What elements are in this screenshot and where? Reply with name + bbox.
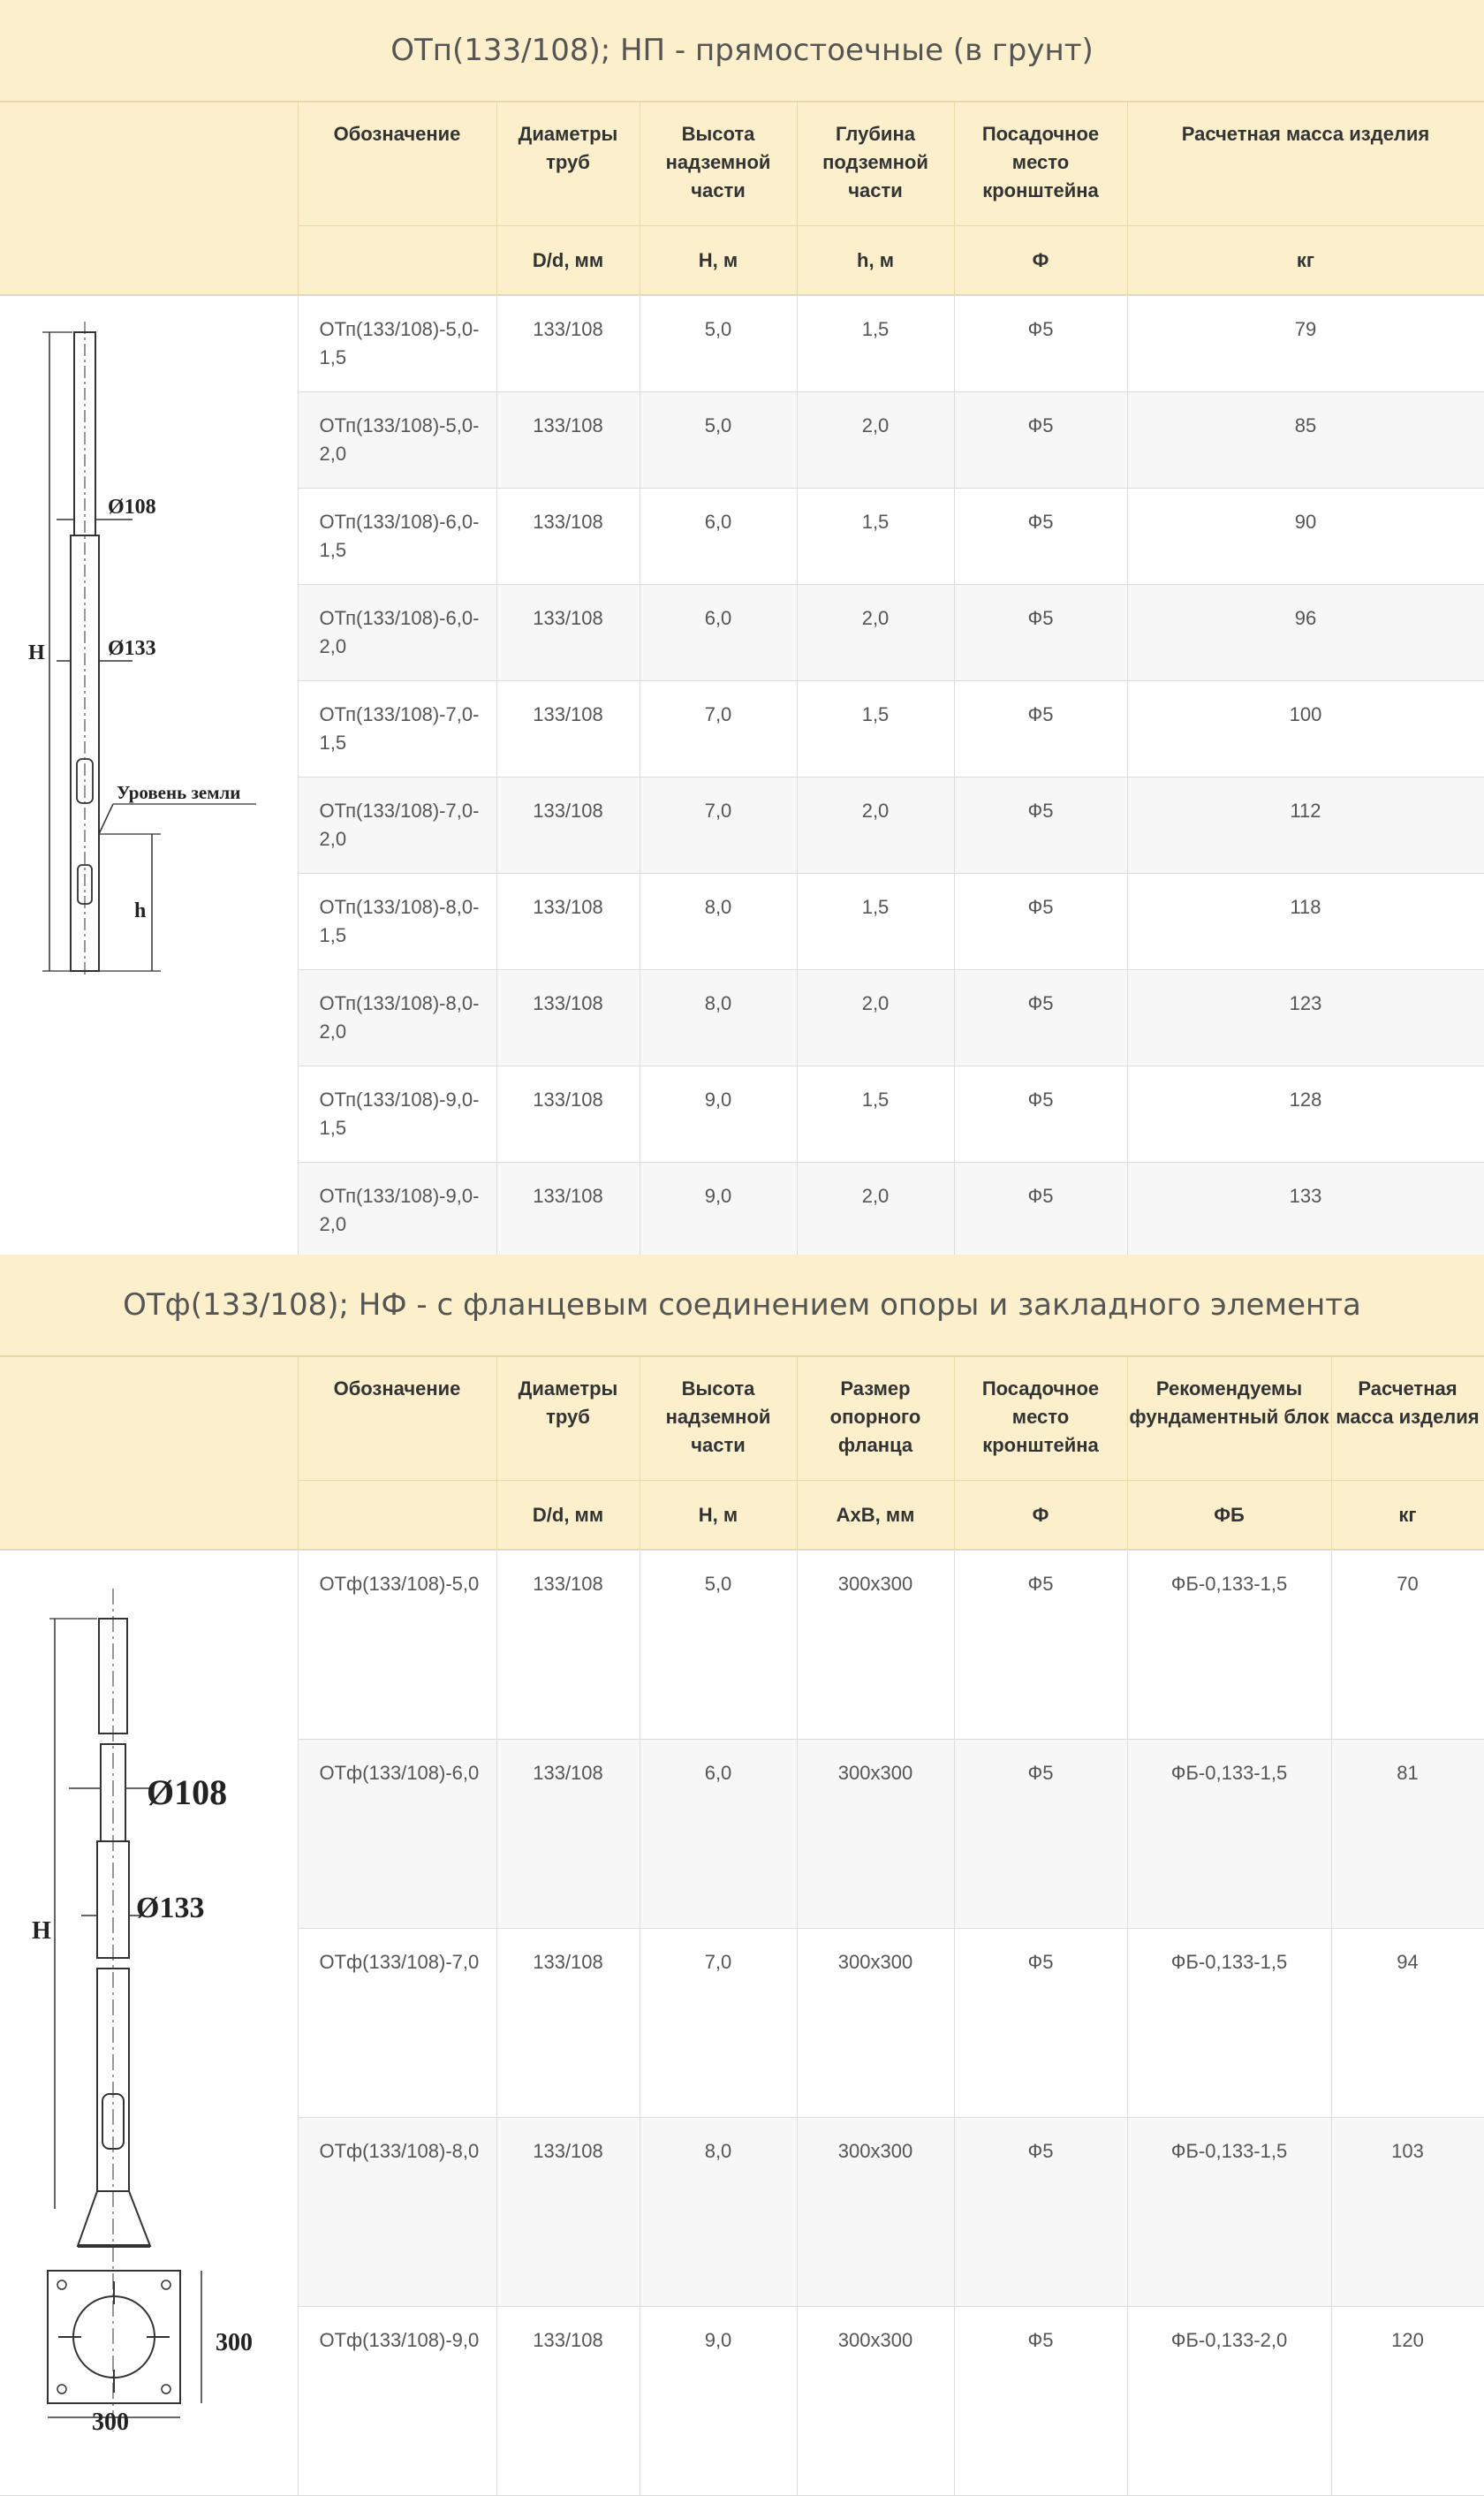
cell-designation: ОТф(133/108)-7,0 (298, 1929, 496, 2118)
cell-designation: ОТп(133/108)-7,0-1,5 (298, 681, 496, 778)
cell-flange-size: 300x300 (797, 1551, 954, 1740)
cell-diameters: 133/108 (496, 1929, 640, 2118)
cell-designation: ОТп(133/108)-5,0-1,5 (298, 296, 496, 392)
cell-height: 5,0 (640, 1551, 797, 1740)
cell-designation: ОТф(133/108)-9,0 (298, 2307, 496, 2496)
unit-mass: кг (1127, 226, 1484, 295)
unit-bracket: Ф (954, 1481, 1127, 1550)
col-header-height: Высота надземной части (640, 1357, 797, 1481)
unit-height: H, м (640, 226, 797, 295)
unit-diameters: D/d, мм (496, 226, 640, 295)
cell-depth: 2,0 (797, 778, 954, 874)
cell-bracket: Ф5 (954, 778, 1127, 874)
cell-mass: 120 (1331, 2307, 1484, 2496)
cell-height: 9,0 (640, 1066, 797, 1163)
cell-mass: 90 (1127, 489, 1484, 585)
cell-designation: ОТп(133/108)-5,0-2,0 (298, 392, 496, 489)
ground-level-label: Уровень земли (117, 782, 241, 803)
table-header (0, 102, 1484, 295)
section-title: ОТф(133/108); НФ - с фланцевым соединением опоры и закладного элемента (0, 1255, 1484, 1356)
cell-bracket: Ф5 (954, 585, 1127, 681)
cell-mass: 112 (1127, 778, 1484, 874)
cell-height: 7,0 (640, 1929, 797, 2118)
flange-side-a-label: 300 (92, 2409, 129, 2432)
unit-empty (298, 1481, 496, 1550)
cell-diameters: 133/108 (496, 2118, 640, 2307)
col-header-diameters: Диаметры труб (496, 1357, 640, 1481)
cell-depth: 2,0 (797, 392, 954, 489)
cell-diameters: 133/108 (496, 778, 640, 874)
cell-bracket: Ф5 (954, 296, 1127, 392)
unit-empty (298, 226, 496, 295)
col-header-flange-size: Размер опорного фланца (797, 1357, 954, 1481)
col-header-depth: Глубина подземной части (797, 102, 954, 226)
cell-height: 6,0 (640, 585, 797, 681)
cell-depth: 1,5 (797, 681, 954, 778)
cell-designation: ОТф(133/108)-8,0 (298, 2118, 496, 2307)
cell-height: 8,0 (640, 874, 797, 970)
cell-diameters: 133/108 (496, 296, 640, 392)
cell-bracket: Ф5 (954, 874, 1127, 970)
cell-bracket: Ф5 (954, 970, 1127, 1066)
pole-drawing-direct (0, 295, 298, 975)
cell-diameters: 133/108 (496, 585, 640, 681)
pole-drawing-flanged (0, 1548, 298, 2432)
cell-diameters: 133/108 (496, 392, 640, 489)
cell-height: 6,0 (640, 489, 797, 585)
cell-bracket: Ф5 (954, 392, 1127, 489)
cell-designation: ОТп(133/108)-7,0-2,0 (298, 778, 496, 874)
cell-diameters: 133/108 (496, 489, 640, 585)
cell-designation: ОТф(133/108)-6,0 (298, 1740, 496, 1929)
header-empty (0, 102, 298, 295)
col-header-bracket: Посадочное место кронштейна (954, 102, 1127, 226)
depth-label: h (134, 899, 147, 922)
col-header-designation: Обозначение (298, 102, 496, 226)
cell-designation: ОТф(133/108)-5,0 (298, 1551, 496, 1740)
cell-height: 6,0 (640, 1740, 797, 1929)
cell-designation: ОТп(133/108)-6,0-1,5 (298, 489, 496, 585)
cell-foundation: ФБ-0,133-1,5 (1127, 1740, 1331, 1929)
cell-diameters: 133/108 (496, 1740, 640, 1929)
cell-mass: 128 (1127, 1066, 1484, 1163)
cell-bracket: Ф5 (954, 1929, 1127, 2118)
cell-bracket: Ф5 (954, 1066, 1127, 1163)
diameter-108-label: Ø108 (108, 496, 156, 519)
cell-depth: 2,0 (797, 585, 954, 681)
unit-height: H, м (640, 1481, 797, 1550)
cell-height: 8,0 (640, 970, 797, 1066)
cell-diameters: 133/108 (496, 681, 640, 778)
cell-bracket: Ф5 (954, 1551, 1127, 1740)
cell-mass: 79 (1127, 296, 1484, 392)
cell-mass: 100 (1127, 681, 1484, 778)
unit-mass: кг (1331, 1481, 1484, 1550)
cell-bracket: Ф5 (954, 489, 1127, 585)
diameter-108-label: Ø108 (147, 1772, 228, 1812)
col-header-height: Высота надземной части (640, 102, 797, 226)
cell-bracket: Ф5 (954, 1163, 1127, 1259)
unit-depth: h, м (797, 226, 954, 295)
col-header-diameters: Диаметры труб (496, 102, 640, 226)
flange-side-b-label: 300 (216, 2329, 253, 2356)
cell-bracket: Ф5 (954, 681, 1127, 778)
cell-foundation: ФБ-0,133-1,5 (1127, 1551, 1331, 1740)
cell-mass: 85 (1127, 392, 1484, 489)
cell-designation: ОТп(133/108)-6,0-2,0 (298, 585, 496, 681)
cell-flange-size: 300x300 (797, 2118, 954, 2307)
cell-height: 7,0 (640, 778, 797, 874)
cell-diameters: 133/108 (496, 1066, 640, 1163)
cell-mass: 103 (1331, 2118, 1484, 2307)
cell-designation: ОТп(133/108)-9,0-2,0 (298, 1163, 496, 1259)
cell-depth: 1,5 (797, 1066, 954, 1163)
unit-bracket: Ф (954, 226, 1127, 295)
cell-bracket: Ф5 (954, 1740, 1127, 1929)
cell-designation: ОТп(133/108)-9,0-1,5 (298, 1066, 496, 1163)
cell-depth: 1,5 (797, 489, 954, 585)
cell-diameters: 133/108 (496, 970, 640, 1066)
cell-height: 9,0 (640, 1163, 797, 1259)
cell-mass: 70 (1331, 1551, 1484, 1740)
cell-mass: 81 (1331, 1740, 1484, 1929)
col-header-foundation: Рекомендуемы фундаментный блок (1127, 1357, 1331, 1481)
header-empty (0, 1357, 298, 1550)
cell-mass: 94 (1331, 1929, 1484, 2118)
cell-mass: 133 (1127, 1163, 1484, 1259)
col-header-bracket: Посадочное место кронштейна (954, 1357, 1127, 1481)
cell-diameters: 133/108 (496, 1163, 640, 1259)
cell-height: 8,0 (640, 2118, 797, 2307)
cell-flange-size: 300x300 (797, 1929, 954, 2118)
cell-foundation: ФБ-0,133-2,0 (1127, 2307, 1331, 2496)
cell-depth: 2,0 (797, 970, 954, 1066)
section-flanged (0, 1255, 1484, 2492)
unit-flange: AxB, мм (797, 1481, 954, 1550)
cell-flange-size: 300x300 (797, 1740, 954, 1929)
cell-flange-size: 300x300 (797, 2307, 954, 2496)
cell-designation: ОТп(133/108)-8,0-1,5 (298, 874, 496, 970)
cell-mass: 118 (1127, 874, 1484, 970)
table-header (0, 1356, 1484, 1550)
cell-height: 5,0 (640, 392, 797, 489)
unit-foundation: ФБ (1127, 1481, 1331, 1550)
cell-bracket: Ф5 (954, 2118, 1127, 2307)
cell-foundation: ФБ-0,133-1,5 (1127, 1929, 1331, 2118)
cell-mass: 96 (1127, 585, 1484, 681)
cell-height: 5,0 (640, 296, 797, 392)
cell-depth: 1,5 (797, 296, 954, 392)
height-label: H (32, 1917, 51, 1945)
col-header-mass: Расчетная масса изделия (1127, 102, 1484, 226)
cell-height: 9,0 (640, 2307, 797, 2496)
col-header-mass: Расчетная масса изделия (1331, 1357, 1484, 1481)
cell-diameters: 133/108 (496, 874, 640, 970)
section-title: ОТп(133/108); НП - прямостоечные (в грунт) (0, 0, 1484, 102)
cell-depth: 2,0 (797, 1163, 954, 1259)
cell-depth: 1,5 (797, 874, 954, 970)
cell-designation: ОТп(133/108)-8,0-2,0 (298, 970, 496, 1066)
unit-diameters: D/d, мм (496, 1481, 640, 1550)
cell-mass: 123 (1127, 970, 1484, 1066)
cell-diameters: 133/108 (496, 2307, 640, 2496)
cell-diameters: 133/108 (496, 1551, 640, 1740)
diameter-133-label: Ø133 (136, 1892, 205, 1924)
height-label: H (28, 641, 45, 664)
cell-bracket: Ф5 (954, 2307, 1127, 2496)
cell-height: 7,0 (640, 681, 797, 778)
col-header-designation: Обозначение (298, 1357, 496, 1481)
cell-foundation: ФБ-0,133-1,5 (1127, 2118, 1331, 2307)
diameter-133-label: Ø133 (108, 637, 156, 660)
